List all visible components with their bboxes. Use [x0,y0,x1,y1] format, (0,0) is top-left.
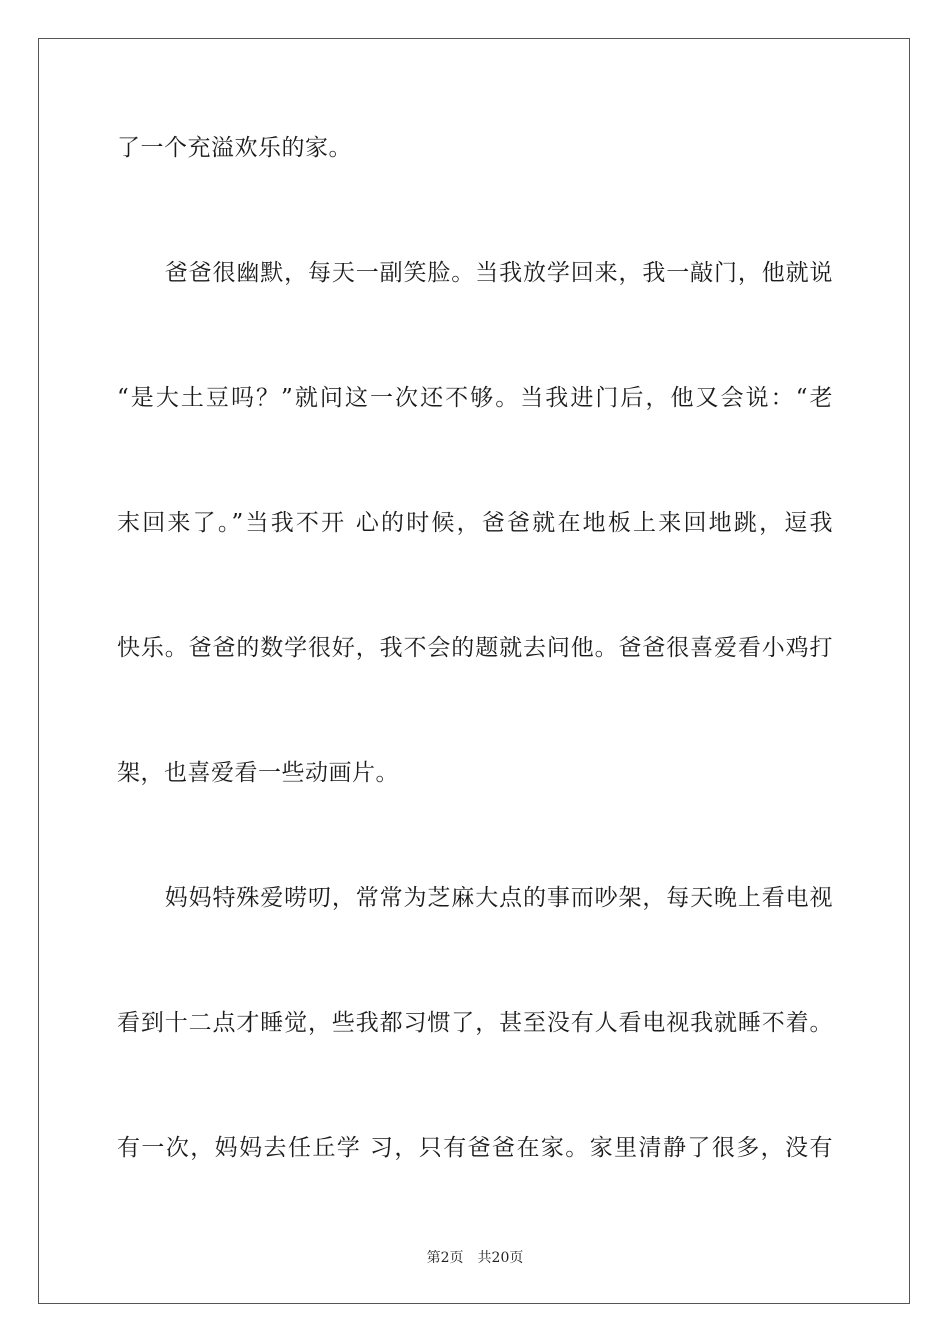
text-line: 架，也喜爱看一些动画片。 [117,760,399,786]
text-line: 妈妈特殊爱唠叨，常常为芝麻大点的事而吵架，每天晚上看电视 [117,885,833,911]
text-line: “是大土豆吗？”就问这一次还不够。当我进门后，他又会说：“老 [117,385,833,411]
text-line: 快乐。爸爸的数学很好，我不会的题就去问他。爸爸很喜爱看小鸡打 [117,635,833,661]
text-line: 爸爸很幽默，每天一副笑脸。当我放学回来，我一敲门，他就说 [117,260,833,286]
text-line: 看到十二点才睡觉，些我都习惯了，甚至没有人看电视我就睡不着。 [117,1010,833,1036]
text-line: 有一次，妈妈去任丘学 习，只有爸爸在家。家里清静了很多，没有 [117,1135,833,1161]
text-line: 末回来了。”当我不开 心的时候，爸爸就在地板上来回地跳，逗我 [117,510,833,536]
page-border [38,38,910,1304]
text-line: 了一个充溢欢乐的家。 [117,135,352,161]
page-number-footer: 第2页 共20页 [426,1250,524,1266]
